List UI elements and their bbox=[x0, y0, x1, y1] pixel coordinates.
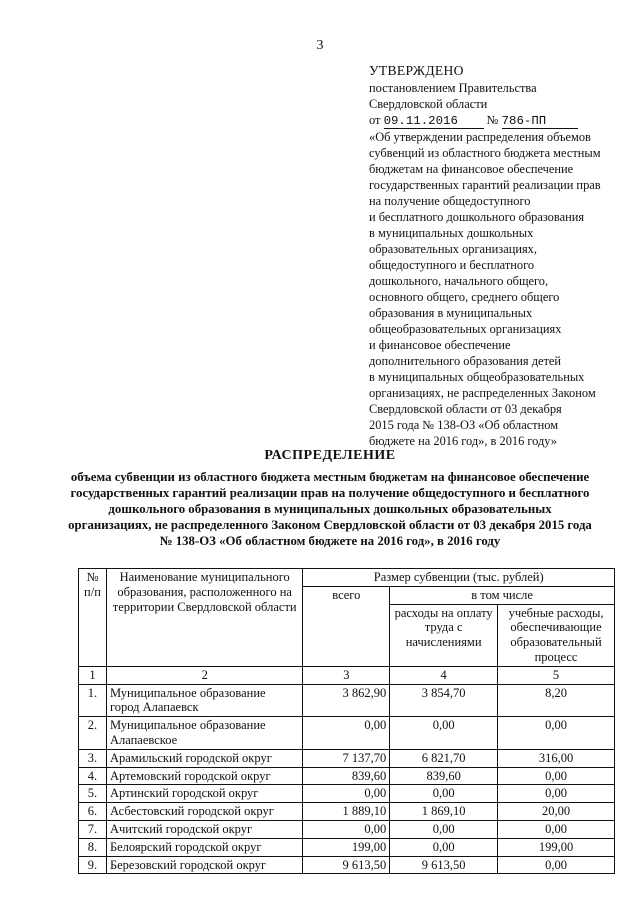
row-total: 3 862,90 bbox=[303, 684, 390, 717]
approval-line: бюджетам на финансовое обеспечение bbox=[369, 162, 574, 176]
row-labor-costs: 0,00 bbox=[390, 785, 498, 803]
column-index: 4 bbox=[390, 666, 498, 684]
heading-line: дошкольного образования в муниципальных дошкольных образовательных bbox=[108, 502, 552, 516]
approval-line: на получение общедоступного bbox=[369, 194, 531, 208]
row-total: 199,00 bbox=[303, 838, 390, 856]
page-number: 3 bbox=[316, 38, 324, 53]
row-education-costs: 8,20 bbox=[498, 684, 615, 717]
approval-date: 09.11.2016 bbox=[384, 115, 484, 129]
row-labor-costs: 839,60 bbox=[390, 767, 498, 785]
approval-line: постановлением Правительства bbox=[369, 81, 537, 95]
header-municipality bbox=[106, 569, 302, 667]
approval-line: Свердловской области bbox=[369, 97, 488, 111]
header-municipality-line: территории Свердловской области bbox=[112, 599, 297, 614]
heading-line: государственных гарантий реализации прав на получение общедоступного и бесплатного bbox=[70, 486, 590, 500]
header-total: всего bbox=[303, 586, 390, 666]
heading-line: организациях, не распределенного Законом Свердловской области от 03 декабря 2015 года bbox=[68, 518, 592, 532]
approval-line: общеобразовательных организациях bbox=[369, 322, 562, 336]
row-labor-costs: 9 613,50 bbox=[390, 856, 498, 874]
row-municipality-line: Арамильский городской округ bbox=[109, 750, 272, 765]
row-labor-costs: 3 854,70 bbox=[390, 684, 498, 717]
row-number: 8. bbox=[79, 838, 107, 856]
row-education-costs: 199,00 bbox=[498, 838, 615, 856]
column-index: 3 bbox=[303, 666, 390, 684]
column-index: 2 bbox=[106, 666, 302, 684]
row-number: 2. bbox=[79, 717, 107, 750]
table-row bbox=[79, 856, 615, 874]
row-municipality-line: Алапаевское bbox=[109, 732, 178, 747]
row-municipality bbox=[106, 856, 302, 874]
row-education-costs: 316,00 bbox=[498, 749, 615, 767]
row-education-costs: 0,00 bbox=[498, 856, 615, 874]
row-municipality-line: Артемовский городской округ bbox=[109, 768, 271, 783]
header-labor-line: расходы на оплату bbox=[394, 605, 493, 620]
approval-line: 2015 года № 138-ОЗ «Об областном bbox=[369, 418, 559, 432]
row-number: 5. bbox=[79, 785, 107, 803]
table-header-row bbox=[79, 569, 615, 587]
header-education-line: учебные расходы, bbox=[508, 605, 604, 620]
column-index: 1 bbox=[79, 666, 107, 684]
from-prefix: от bbox=[369, 113, 381, 127]
row-municipality-line: Белоярский городской округ bbox=[109, 839, 262, 854]
table-row bbox=[79, 838, 615, 856]
header-labor-costs bbox=[390, 604, 498, 666]
document-heading bbox=[60, 448, 600, 549]
table-row bbox=[79, 803, 615, 821]
approval-block bbox=[369, 63, 619, 449]
approval-line: дошкольного, начального общего, bbox=[369, 274, 549, 288]
approval-line: дополнительного образования детей bbox=[369, 354, 562, 368]
table-row bbox=[79, 749, 615, 767]
row-municipality-line: Ачитский городской округ bbox=[109, 821, 253, 836]
approval-line: и бесплатного дошкольного образования bbox=[369, 210, 585, 224]
header-number-line: п/п bbox=[84, 584, 101, 599]
row-education-costs: 0,00 bbox=[498, 820, 615, 838]
row-municipality-line: Березовский городской округ bbox=[109, 857, 267, 872]
table-row bbox=[79, 767, 615, 785]
row-labor-costs: 1 869,10 bbox=[390, 803, 498, 821]
heading-title: РАСПРЕДЕЛЕНИЕ bbox=[264, 448, 396, 463]
table-row bbox=[79, 785, 615, 803]
table-row bbox=[79, 684, 615, 717]
row-municipality-line: Асбестовский городской округ bbox=[109, 804, 274, 819]
row-labor-costs: 0,00 bbox=[390, 717, 498, 750]
approval-line: общедоступного и бесплатного bbox=[369, 258, 535, 272]
approval-line: и финансовое обеспечение bbox=[369, 338, 511, 352]
row-municipality bbox=[106, 820, 302, 838]
row-total: 9 613,50 bbox=[303, 856, 390, 874]
row-municipality bbox=[106, 767, 302, 785]
header-education-costs bbox=[498, 604, 615, 666]
row-total: 0,00 bbox=[303, 785, 390, 803]
column-index-row bbox=[79, 666, 615, 684]
row-municipality bbox=[106, 803, 302, 821]
approval-date-line bbox=[369, 112, 619, 129]
row-labor-costs: 0,00 bbox=[390, 820, 498, 838]
row-labor-costs: 6 821,70 bbox=[390, 749, 498, 767]
row-total: 839,60 bbox=[303, 767, 390, 785]
approval-title: УТВЕРЖДЕНО bbox=[369, 63, 464, 78]
row-municipality-line: Муниципальное образование bbox=[109, 685, 266, 700]
row-municipality-line: Артинский городской округ bbox=[109, 786, 259, 801]
row-education-costs: 20,00 bbox=[498, 803, 615, 821]
header-subvention-size: Размер субвенции (тыс. рублей) bbox=[303, 569, 615, 587]
row-total: 0,00 bbox=[303, 820, 390, 838]
row-municipality-line: город Алапаевск bbox=[109, 700, 199, 715]
row-number: 9. bbox=[79, 856, 107, 874]
header-education-line: процесс bbox=[534, 649, 578, 664]
row-total: 1 889,10 bbox=[303, 803, 390, 821]
row-municipality bbox=[106, 785, 302, 803]
approval-number: 786-ПП bbox=[502, 115, 578, 129]
row-total: 7 137,70 bbox=[303, 749, 390, 767]
header-education-line: обеспечивающие bbox=[510, 620, 602, 635]
row-education-costs: 0,00 bbox=[498, 717, 615, 750]
row-labor-costs: 0,00 bbox=[390, 838, 498, 856]
table-row bbox=[79, 820, 615, 838]
table-row bbox=[79, 717, 615, 750]
row-number: 1. bbox=[79, 684, 107, 717]
table-body bbox=[79, 684, 615, 874]
approval-line: в муниципальных дошкольных bbox=[369, 226, 534, 240]
heading-line: № 138-ОЗ «Об областном бюджете на 2016 год», в 2016 году bbox=[159, 534, 501, 548]
row-municipality bbox=[106, 838, 302, 856]
header-education-line: образовательный bbox=[510, 635, 602, 650]
number-prefix: № bbox=[486, 113, 499, 127]
row-education-costs: 0,00 bbox=[498, 767, 615, 785]
row-total: 0,00 bbox=[303, 717, 390, 750]
header-number-line: № bbox=[86, 570, 99, 584]
approval-line: образовательных организациях, bbox=[369, 242, 537, 256]
row-number: 7. bbox=[79, 820, 107, 838]
row-municipality bbox=[106, 684, 302, 717]
approval-line: «Об утверждении распределения объемов bbox=[369, 130, 591, 144]
header-municipality-line: образования, расположенного на bbox=[117, 584, 292, 599]
row-number: 3. bbox=[79, 749, 107, 767]
approval-line: организациях, не распределенных Законом bbox=[369, 386, 596, 400]
approval-line: в муниципальных общеобразовательных bbox=[369, 370, 585, 384]
row-number: 6. bbox=[79, 803, 107, 821]
approval-line: Свердловской области от 03 декабря bbox=[369, 402, 562, 416]
row-municipality bbox=[106, 717, 302, 750]
heading-line: объема субвенции из областного бюджета местным бюджетам на финансовое обеспечение bbox=[70, 470, 590, 484]
column-index: 5 bbox=[498, 666, 615, 684]
approval-line: государственных гарантий реализации прав bbox=[369, 178, 601, 192]
row-number: 4. bbox=[79, 767, 107, 785]
distribution-table bbox=[78, 568, 615, 874]
approval-line: основного общего, среднего общего bbox=[369, 290, 560, 304]
row-municipality-line: Муниципальное образование bbox=[109, 718, 266, 733]
header-including: в том числе bbox=[390, 586, 615, 604]
header-labor-line: труда с bbox=[424, 620, 463, 635]
approval-line: образования в муниципальных bbox=[369, 306, 533, 320]
row-municipality bbox=[106, 749, 302, 767]
row-education-costs: 0,00 bbox=[498, 785, 615, 803]
header-labor-line: начислениями bbox=[405, 635, 482, 650]
header-municipality-line: Наименование муниципального bbox=[119, 570, 290, 584]
approval-line: бюджете на 2016 год», в 2016 году» bbox=[369, 434, 557, 448]
header-number bbox=[79, 569, 107, 667]
approval-line: субвенций из областного бюджета местным bbox=[369, 146, 601, 160]
